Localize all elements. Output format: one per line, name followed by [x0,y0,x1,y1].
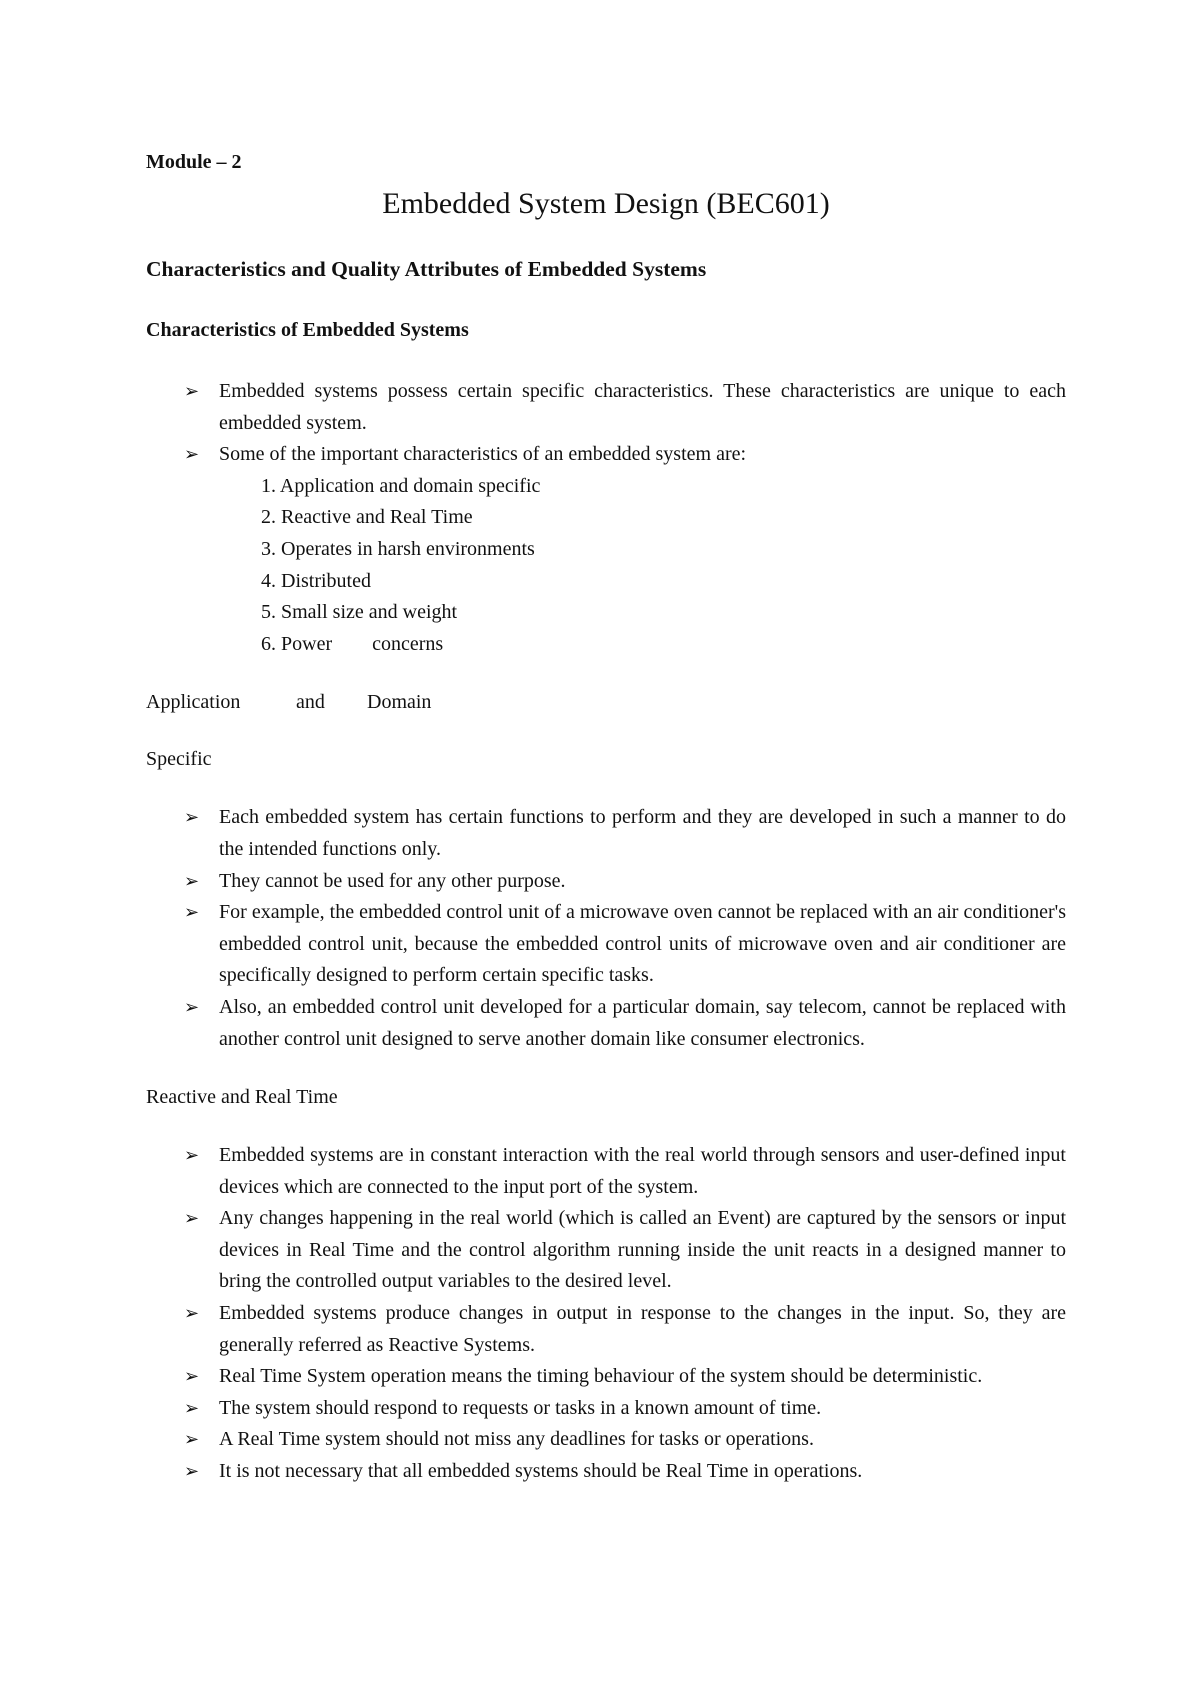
bullet-text: They cannot be used for any other purpose. [219,869,566,892]
app-domain-heading-line2: Specific [146,748,212,771]
bullet-text: Any changes happening in the real world (which is called an Event) are captured by the sensors or input devices in Real Time and the control algorithm running inside the unit reacts in a designed manner to bring the controlled output variables to the desired level. [219,1207,1066,1293]
intro-bullet-list [146,376,1066,471]
list-item: 3. Operates in harsh environments [261,537,535,560]
section-title: Characteristics and Quality Attributes of Embedded Systems [146,257,707,281]
bullet-text: Embedded systems are in constant interaction with the real world through sensors and user-defined input devices which are connected to the input port of the system. [219,1144,1066,1198]
arrow-bullet-icon: ➢ [184,1366,200,1387]
list-item: 4. Distributed [261,569,371,592]
document-page [146,150,1066,1488]
bullet-text: The system should respond to requests or tasks in a known amount of time. [219,1396,822,1419]
arrow-bullet-icon: ➢ [184,1208,200,1229]
list-item [146,1456,1066,1488]
list-item [146,1361,1066,1393]
list-item [146,897,1066,992]
arrow-bullet-icon: ➢ [184,996,200,1017]
arrow-bullet-icon: ➢ [184,902,200,923]
list-item [146,1298,1066,1361]
list-item [146,1203,1066,1298]
arrow-bullet-icon: ➢ [184,1303,200,1324]
arrow-bullet-icon: ➢ [184,807,200,828]
arrow-bullet-icon: ➢ [184,1397,200,1418]
list-item [146,866,1066,898]
heading-word: and [296,691,325,714]
list-item [146,1393,1066,1425]
app-domain-heading [146,690,1066,714]
list-item [146,802,1066,865]
list-item [261,629,1066,661]
reactive-bullet-list [146,1140,1066,1488]
arrow-bullet-icon: ➢ [184,1429,200,1450]
list-item [146,376,1066,439]
app-domain-bullet-list [146,802,1066,1055]
bullet-text: For example, the embedded control unit of a microwave oven cannot be replaced with an air conditioner's embedded control unit, because the embedded control units of microwave oven and air conditioner are specifically designed to perform certain specific tasks. [219,901,1066,987]
arrow-bullet-icon: ➢ [184,444,200,465]
subsection-title: Characteristics of Embedded Systems [146,319,469,341]
bullet-text: Real Time System operation means the timing behaviour of the system should be deterministic. [219,1365,983,1388]
arrow-bullet-icon: ➢ [184,381,200,401]
list-item: 2. Reactive and Real Time [261,506,473,529]
bullet-text: Embedded systems possess certain specific characteristics. These characteristics are unique to each embedded system. [219,380,1066,434]
bullet-text: Each embedded system has certain functions to perform and they are developed in such a manner to do the intended functions only. [219,806,1066,860]
module-label: Module – 2 [146,151,242,173]
list-item [146,992,1066,1055]
list-item [146,439,1066,471]
reactive-heading: Reactive and Real Time [146,1086,338,1109]
bullet-text: Also, an embedded control unit developed for a particular domain, say telecom, cannot be replaced with another control unit designed to serve another domain like consumer electronics. [219,995,1066,1050]
bullet-text: Embedded systems produce changes in output in response to the changes in the input. So, they are generally referred as Reactive Systems. [219,1302,1066,1356]
bullet-text: It is not necessary that all embedded systems should be Real Time in operations. [219,1460,863,1483]
list-item-part: 6. Power [261,632,333,655]
list-item-part: concerns [372,632,444,655]
heading-word: Application [146,691,241,714]
list-item: 5. Small size and weight [261,601,458,624]
arrow-bullet-icon: ➢ [184,1145,200,1166]
bullet-text: Some of the important characteristics of an embedded system are: [219,443,747,466]
list-item [146,1424,1066,1456]
bullet-text: A Real Time system should not miss any deadlines for tasks or operations. [219,1428,814,1451]
list-item: 1. Application and domain specific [261,474,541,497]
list-item [146,1140,1066,1203]
document-title: Embedded System Design (BEC601) [382,187,830,220]
characteristics-numbered-list [146,471,1066,661]
heading-word: Domain [367,691,432,714]
arrow-bullet-icon: ➢ [184,870,200,891]
arrow-bullet-icon: ➢ [184,1461,200,1482]
